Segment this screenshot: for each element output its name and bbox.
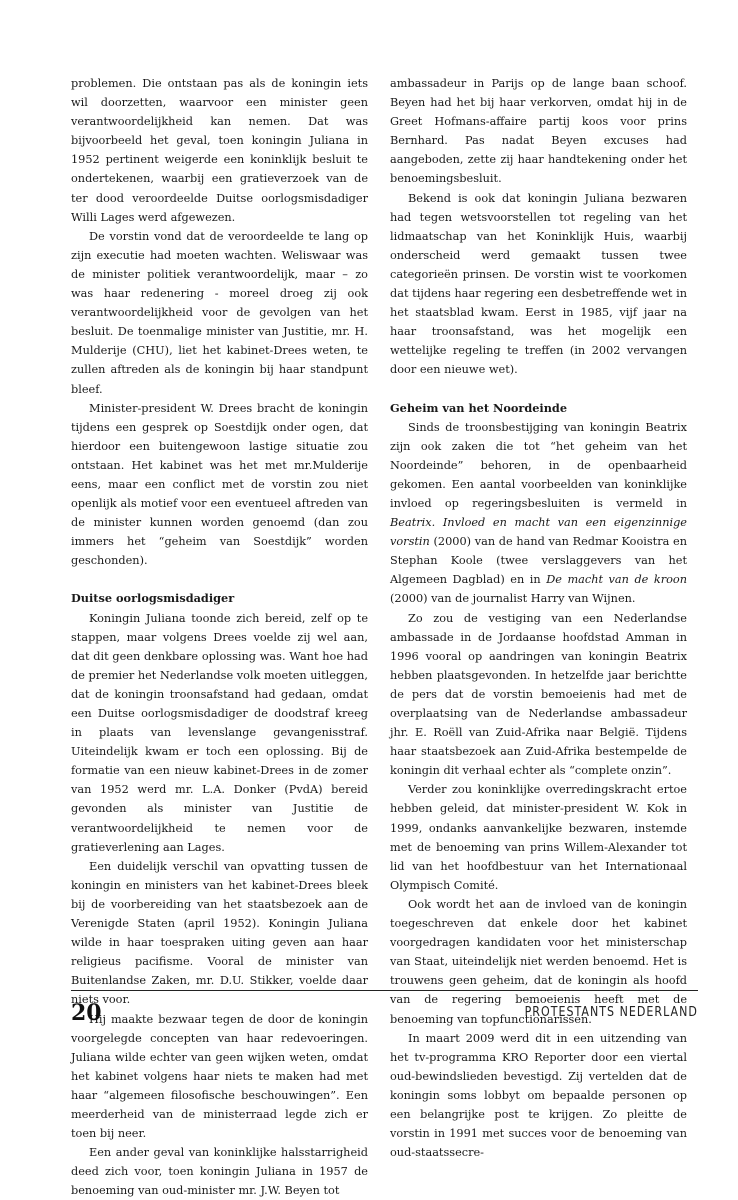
running-title: PROTESTANTS NEDERLAND bbox=[524, 1005, 698, 1020]
paragraph: Zo zou de vestiging van een Nederlandse ambassade in de Jordaanse hoofdstad Amman in 1996 vooral op aandringen van koningin Beatrix hebben plaatsgevonden. In hetzelfde jaar berichtte de pers dat de vorstin bemoeienis had met de overplaatsing van de Nederlandse ambassadeur jhr. E. Roëll van Zuid-Afrika naar België. Tijdens haar staatsbezoek aan Zuid-Afrika bestempelde de koningin dit verhaal echter als “complete onzin”. bbox=[390, 611, 687, 778]
paragraph: Een duidelijk verschil van opvatting tussen de koningin en ministers van het kabinet-Drees bleek bij de voorbereiding van het staatsbezoek aan de Verenigde Staten (april 1952). Koningin Juliana wilde in haar toespraken uiting geven aan haar religieus pacifisme. Vooral de minister van Buitenlandse Zaken, mr. D.U. Stikker, voelde daar niets voor. bbox=[71, 859, 368, 1007]
book-title: De macht van de kroon bbox=[546, 573, 687, 587]
text-run: Sinds de troonsbestijging van koningin Beatrix zijn ook zaken die tot “het geheim van het Noordeinde” behoren, in de openbaarheid gekomen. Een aantal voorbeelden van koninklijke invloed op regeringsbesluiten is vermeld in bbox=[390, 420, 687, 510]
section-heading: Duitse oorlogsmisdadiger bbox=[71, 591, 235, 606]
paragraph: Bekend is ook dat koningin Juliana bezwaren had tegen wetsvoorstellen tot regeling van het lidmaatschap van het Koninklijk Huis, waarbij onderscheid werd gemaakt tussen twee categorieën prinsen. De vorstin wist te voorkomen dat tijdens haar regering een desbetreffende wet in het staatsblad kwam. Eerst in 1985, vijf jaar na haar troonsafstand, was het mogelijk een wettelijke regeling te treffen (in 2002 vervangen door een nieuwe wet). bbox=[390, 191, 687, 377]
paragraph: De vorstin vond dat de veroordeelde te lang op zijn executie had moeten wachten. Weliswaar was de minister politiek verantwoordelijk, maar – zo was haar redenering - moreel droeg zij ook verantwoordelijkheid voor de gevolgen van het besluit. De toenmalige minister van Justitie, mr. H. Mulderije (CHU), liet het kabinet-Drees weten, te zullen aftreden als de koningin bij haar standpunt bleef. bbox=[71, 229, 368, 396]
page-number: 20 bbox=[71, 1000, 102, 1026]
paragraph: In maart 2009 werd dit in een uitzending van het tv-programma KRO Reporter door een viertal oud-bewindslieden bevestigd. Zij vertelden dat de koningin soms lobbyt om bepaalde personen op een belangrijke post te krijgen. Zo pleitte de vorstin in 1991 met succes voor de benoeming van oud-staatssecre- bbox=[390, 1031, 687, 1160]
paragraph: Verder zou koninklijke overredingskracht ertoe hebben geleid, dat minister-president W. Kok in 1999, ondanks aanvankelijke bezwaren, instemde met de benoeming van prins Willem-Alexander tot lid van het hoofdbestuur van het Internationaal Olympisch Comité. bbox=[390, 783, 687, 892]
paragraph: Minister-president W. Drees bracht de koningin tijdens een gesprek op Soestdijk onder ogen, dat hierdoor een buitengewoon lastige situatie zou ontstaan. Het kabinet was het met mr.Mulderije eens, maar een conflict met de vorstin zou niet openlijk als motief voor een eventueel aftreden van de minister kunnen worden genoemd (dan zou immers het “geheim van Soestdijk” worden geschonden). bbox=[71, 401, 368, 568]
footer-rule bbox=[71, 990, 698, 991]
right-column bbox=[390, 74, 687, 1162]
paragraph: ambassadeur in Parijs op de lange baan schoof. Beyen had het bij haar verkorven, omdat hij in de Greet Hofmans-affaire partij koos voor prins Bernhard. Pas nadat Beyen excuses had aangeboden, zette zij haar handtekening onder het benoemingsbesluit. bbox=[390, 77, 687, 186]
paragraph: Hij maakte bezwaar tegen de door de koningin voorgelegde concepten van haar redevoeringen. Juliana wilde echter van geen wijken weten, omdat het kabinet volgens haar niets te maken had met haar “algemeen filosofische beschouwingen”. Een meerderheid van de ministerraad legde zich er toen bij neer. bbox=[71, 1012, 368, 1141]
paragraph: problemen. Die ontstaan pas als de koningin iets wil doorzetten, waarvoor een minister geen verantwoordelijkheid kan nemen. Dat was bijvoorbeeld het geval, toen koningin Juliana in 1952 pertinent weigerde een koninklijk besluit te ondertekenen, waarbij een gratieverzoek van de ter dood veroordeelde Duitse oorlogsmisdadiger Willi Lages werd afgewezen. bbox=[71, 77, 368, 224]
section-heading: Geheim van het Noordeinde bbox=[390, 400, 568, 415]
paragraph: Koningin Juliana toonde zich bereid, zelf op te stappen, maar volgens Drees voelde zij wel aan, dat dit geen denkbare oplossing was. Want hoe had de premier het Nederlandse volk moeten uitleggen, dat de koningin troonsafstand had gedaan, omdat een Duitse oorlogsmisdadiger de doodstraf kreeg in plaats van levenslange gevangenisstraf. Uiteindelijk kwam er toch een oplossing. Bij de formatie van een nieuw kabinet-Drees in de zomer van 1952 werd mr. L.A. Donker (PvdA) bereid gevonden als minister van Justitie de verantwoordelijkheid te nemen voor de gratieverlening aan Lages. bbox=[71, 611, 369, 854]
paragraph: Ook wordt het aan de invloed van de koningin toegeschreven dat enkele door het kabinet voorgedragen kandidaten voor het ministerschap van Staat, uiteindelijk niet werden benoemd. Het is trouwens geen geheim, dat de koningin als hoofd van de regering bemoeienis heeft met de benoeming van topfunctionarissen. bbox=[390, 897, 687, 1026]
text-run: (2000) van de journalist Harry van Wijnen. bbox=[390, 592, 636, 606]
text-run: (2000) van de hand van Redmar Kooistra en Stephan Koole (twee verslaggevers van het Algemeen Dagblad) en in bbox=[390, 535, 687, 587]
book-title: Beatrix. Invloed en macht van een eigenzinnige vorstin bbox=[390, 516, 687, 549]
left-column bbox=[71, 74, 368, 1200]
paragraph: Een ander geval van koninklijke halsstarrigheid deed zich voor, toen koningin Juliana in 1957 de benoeming van oud-minister mr. J.W. Beyen tot bbox=[71, 1146, 368, 1198]
paragraph-with-book-titles bbox=[390, 418, 687, 609]
